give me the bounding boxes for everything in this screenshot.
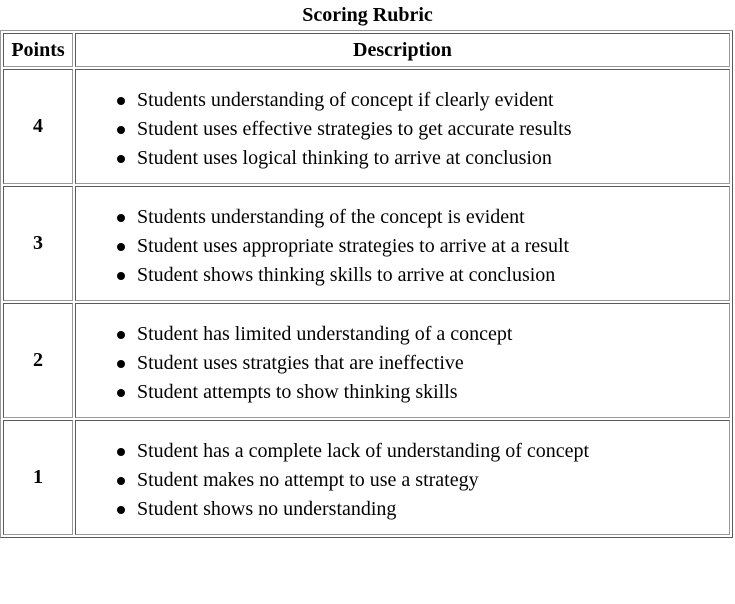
description-column-header: Description	[75, 33, 730, 67]
criteria-text: Student shows thinking skills to arrive at conclusion	[137, 263, 556, 286]
bullet-icon	[117, 506, 125, 514]
criteria-text: Student uses effective strategies to get accurate results	[137, 117, 572, 140]
rubric-row	[3, 69, 730, 184]
bullet-icon	[117, 243, 125, 251]
points-cell: 1	[3, 420, 73, 535]
points-cell: 4	[3, 69, 73, 184]
criteria-text: Student uses appropriate strategies to arrive at a result	[137, 234, 570, 257]
criteria-item	[137, 115, 729, 144]
rubric-row	[3, 186, 730, 301]
bullet-icon	[117, 97, 125, 105]
bullet-icon	[117, 360, 125, 368]
description-cell	[75, 303, 730, 418]
rubric-row	[3, 420, 730, 535]
criteria-item	[137, 320, 729, 349]
description-cell	[75, 186, 730, 301]
criteria-item	[137, 261, 729, 290]
points-column-header: Points	[3, 33, 73, 67]
description-cell	[75, 69, 730, 184]
bullet-icon	[117, 126, 125, 134]
description-cell	[75, 420, 730, 535]
criteria-list	[76, 86, 729, 173]
bullet-icon	[117, 448, 125, 456]
criteria-text: Student makes no attempt to use a strategy	[137, 468, 479, 491]
criteria-item	[137, 437, 729, 466]
rubric-row	[3, 303, 730, 418]
criteria-text: Student attempts to show thinking skills	[137, 380, 458, 403]
points-cell: 2	[3, 303, 73, 418]
bullet-icon	[117, 272, 125, 280]
bullet-icon	[117, 331, 125, 339]
points-cell: 3	[3, 186, 73, 301]
bullet-icon	[117, 214, 125, 222]
criteria-item	[137, 466, 729, 495]
rubric-title: Scoring Rubric	[302, 4, 433, 26]
criteria-item	[137, 378, 729, 407]
criteria-item	[137, 495, 729, 524]
rubric-table	[0, 30, 733, 538]
criteria-item	[137, 203, 729, 232]
criteria-text: Student has a complete lack of understanding of concept	[137, 439, 590, 462]
criteria-item	[137, 232, 729, 261]
criteria-item	[137, 86, 729, 115]
bullet-icon	[117, 389, 125, 397]
criteria-list	[76, 320, 729, 407]
bullet-icon	[117, 155, 125, 163]
criteria-text: Student has limited understanding of a concept	[137, 322, 513, 345]
criteria-text: Students understanding of the concept is evident	[137, 205, 525, 228]
criteria-text: Students understanding of concept if clearly evident	[137, 88, 554, 111]
criteria-text: Student shows no understanding	[137, 497, 397, 520]
bullet-icon	[117, 477, 125, 485]
criteria-text: Student uses stratgies that are ineffective	[137, 351, 464, 374]
criteria-item	[137, 349, 729, 378]
criteria-item	[137, 144, 729, 173]
criteria-text: Student uses logical thinking to arrive at conclusion	[137, 146, 552, 169]
header-row	[3, 33, 730, 67]
criteria-list	[76, 203, 729, 290]
criteria-list	[76, 437, 729, 524]
